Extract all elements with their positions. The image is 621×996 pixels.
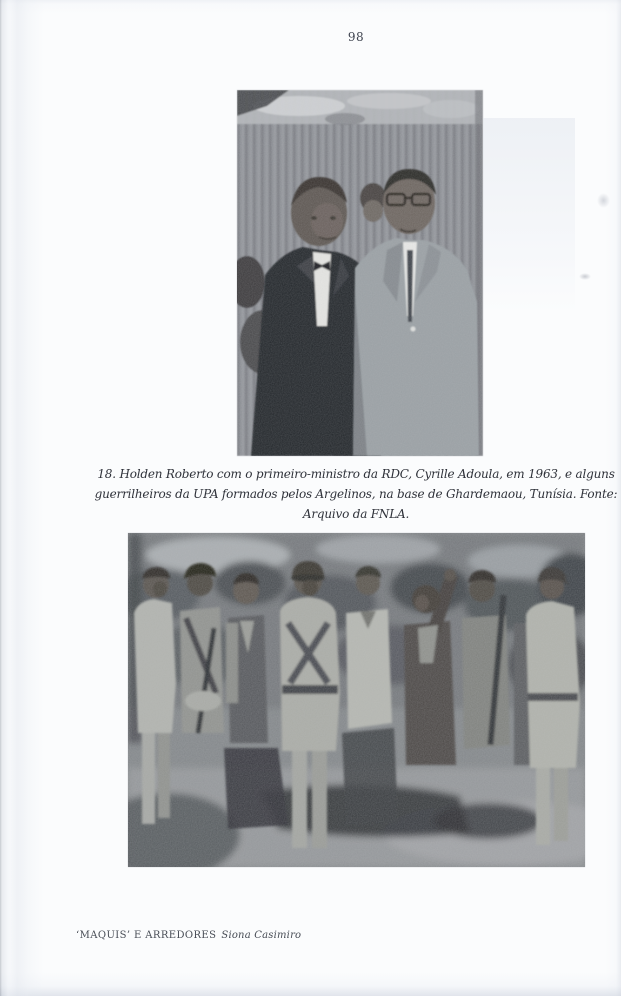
photo-top-illustration: [237, 90, 483, 456]
photo-holden-roberto-adoula: [237, 90, 483, 456]
caption-line-2: guerrilheiros da UPA formados pelos Argelinos, na base de Ghardemaou, Tunísia. Fonte:: [94, 487, 618, 501]
film-grain-overlay: [237, 90, 483, 456]
figure-caption: [76, 464, 621, 524]
footer-book-title: ‘MAQUIS’ E ARREDORES: [76, 930, 217, 941]
caption-line-1: 18. Holden Roberto com o primeiro-ministro da RDC, Cyrille Adoula, em 1963, e alguns: [97, 467, 615, 481]
film-grain-overlay: [128, 533, 585, 867]
photo-upa-guerrillas: [128, 533, 585, 867]
scan-tone-patch: [483, 118, 575, 313]
footer-author: Siona Casimiro: [221, 930, 302, 941]
running-footer: [76, 930, 621, 941]
page-number: [76, 30, 621, 44]
photo-bottom-illustration: [128, 533, 585, 867]
scan-smudge: [579, 273, 591, 280]
caption-line-3: Arquivo da FNLA.: [302, 507, 410, 521]
page-number-text: 98: [347, 30, 365, 44]
scan-smudge: [597, 193, 610, 208]
